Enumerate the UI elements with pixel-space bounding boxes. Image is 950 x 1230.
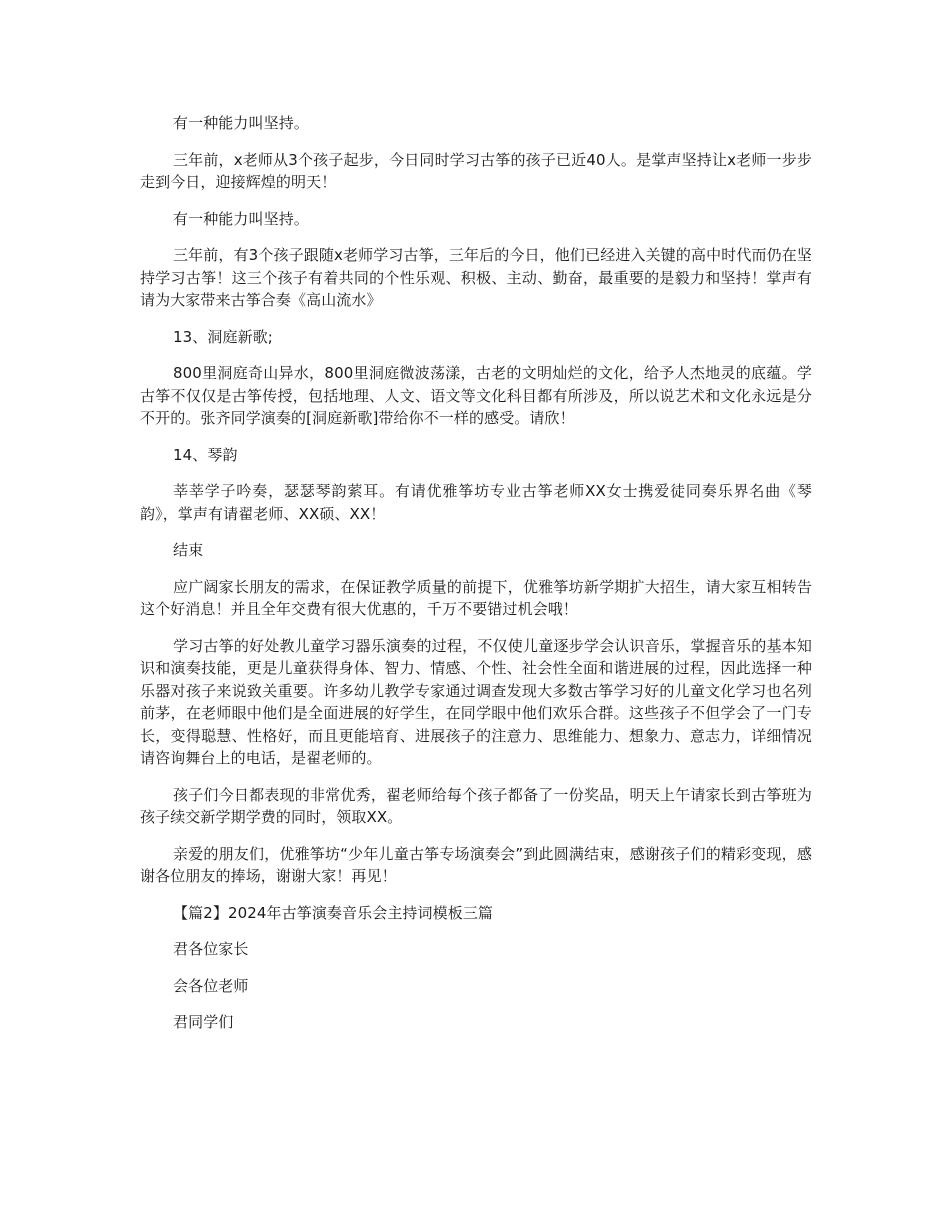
greeting-line: 会各位老师: [173, 976, 249, 995]
section-heading: 14、琴韵: [173, 445, 238, 464]
paragraph: 有一种能力叫坚持。: [173, 114, 309, 132]
paragraph: 三年前，x老师从3个孩子起步，今日同时学习古筝的孩子已近40人。是掌声坚持让x老师一步步走到今日，迎接辉煌的明天！: [140, 150, 812, 191]
paragraph: 亲爱的朋友们，优雅筝坊“少年儿童古筝专场演奏会”到此圆满结束，感谢孩子们的精彩变现，感谢各位朋友的捧场，谢谢大家！再见！: [140, 844, 812, 885]
section-heading: 结束: [173, 541, 204, 559]
greeting-line: 君各位家长: [173, 940, 249, 958]
greeting-line: 君同学们: [173, 1013, 234, 1031]
document-body: [140, 112, 812, 1048]
paragraph: 应广阔家长朋友的需求，在保证教学质量的前提下，优雅筝坊新学期扩大招生，请大家互相转告这个好消息！并且全年交费有很大优惠的，千万不要错过机会哦！: [140, 577, 812, 618]
paragraph: 有一种能力叫坚持。: [173, 209, 309, 228]
paragraph: 800里洞庭奇山异水，800里洞庭微波荡漾，古老的文明灿烂的文化，给予人杰地灵的底蕴。学古筝不仅仅是古筝传授，包括地理、人文、语文等文化科目都有所涉及，所以说艺术和文化永远是分不开的。张齐同学演奏的[洞庭新歌]带给你不一样的感受。请欣！: [140, 364, 812, 427]
paragraph: 孩子们今日都表现的非常优秀，翟老师给每个孩子都备了一份奖品，明天上午请家长到古筝班为孩子续交新学期学费的同时，领取XX。: [140, 785, 812, 826]
paragraph: 莘莘学子吟奏，瑟瑟琴韵萦耳。有请优雅筝坊专业古筝老师XX女士携爱徒同奏乐界名曲《琴韵》，掌声有请翟老师、XX硕、XX！: [140, 482, 812, 523]
section-title: 【篇2】2024年古筝演奏音乐会主持词模板三篇: [173, 903, 494, 922]
section-heading: 13、洞庭新歌;: [173, 327, 273, 346]
paragraph: 学习古筝的好处教儿童学习器乐演奏的过程，不仅使儿童逐步学会认识音乐，掌握音乐的基本知识和演奏技能，更是儿童获得身体、智力、情感、个性、社会性全面和谐进展的过程，因此选择一种乐器对孩子来说致关重要。许多幼儿教学专家通过调查发现大多数古筝学习好的儿童文化学习也名列前茅，在老师眼中他们是全面进展的好学生，在同学眼中他们欢乐合群。这些孩子不但学会了一门专长，变得聪慧、性格好，而且更能培育、进展孩子的注意力、思维能力、想象力、意志力，详细情况请咨询舞台上的电话，是翟老师的。: [140, 636, 812, 767]
paragraph: 三年前，有3个孩子跟随x老师学习古筝，三年后的今日，他们已经进入关键的高中时代而仍在坚持学习古筝！这三个孩子有着共同的个性乐观、积极、主动、勤奋，最重要的是毅力和坚持！掌声有请为大家带来古筝合奏《高山流水》: [140, 246, 812, 309]
